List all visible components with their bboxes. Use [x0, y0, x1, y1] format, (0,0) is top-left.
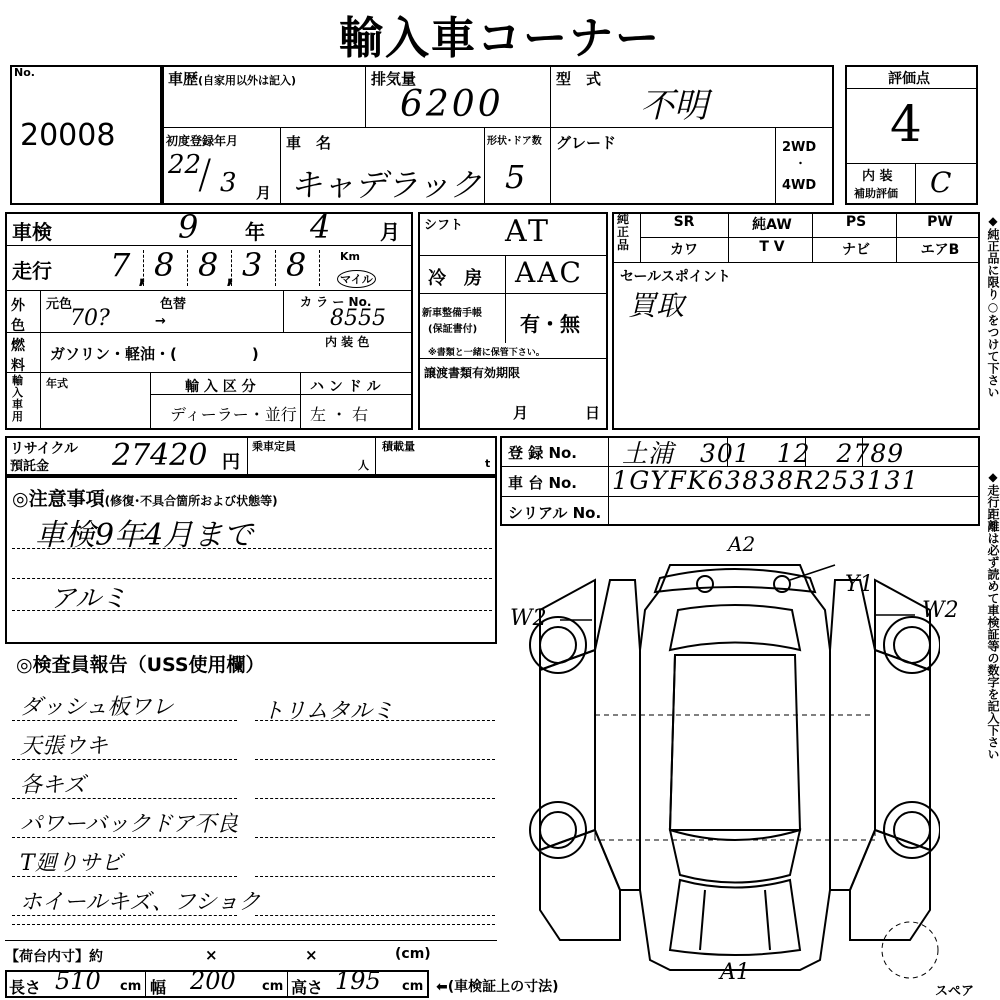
recycle-value: 27420	[112, 438, 208, 473]
cargo-unit: (cm)	[395, 946, 431, 962]
interior-label: 内 装	[862, 169, 893, 184]
chassis-value: 1GYFK63838R253131	[612, 466, 920, 495]
inspector-right-1: トリムタルミ	[262, 699, 395, 724]
mileage-digit: 3	[242, 246, 263, 284]
capacity-label: 乗車定員	[252, 440, 296, 453]
dims-height-label: 高さ	[291, 978, 324, 997]
mileage-digit-cell	[144, 246, 188, 286]
chassis-label: 車 台 No.	[508, 474, 578, 492]
registration-value: 土浦 301 12 2789	[622, 439, 905, 468]
model-value: 不明	[640, 86, 708, 126]
doors-label: 形状･ドア数	[487, 136, 542, 147]
recycle-box	[5, 436, 497, 476]
inspector-rule	[255, 915, 495, 916]
inspector-rule	[255, 798, 495, 799]
shift-label: シフト	[424, 218, 464, 233]
inspector-note: 各キズ	[20, 773, 86, 798]
equip-item: PW	[927, 214, 953, 230]
inspection-year-unit: 年	[245, 220, 265, 244]
diagram-mark-a1: A1	[720, 960, 750, 985]
dims-width: 200	[190, 967, 236, 995]
car-name-label: 車 名	[286, 134, 332, 152]
inspector-note: T廻りサビ	[20, 851, 123, 876]
side-note-2: ◆走行距離は必ず読めて車検証等の数字を記入下さい	[986, 470, 1000, 760]
inspector-rule	[255, 837, 495, 838]
first-reg-label: 初度登録年月	[166, 134, 239, 148]
equip-item: 純AW	[752, 217, 792, 233]
dims-length-unit: cm	[120, 979, 142, 994]
history-label: 車歴(自家用以外は記入)	[168, 70, 297, 88]
handle-value: 左 ・ 右	[310, 405, 369, 424]
color-change-label: 色替	[160, 297, 187, 312]
inspection-label: 車検	[12, 220, 52, 244]
dims-height-unit: cm	[402, 979, 424, 994]
drive-2wd: 2WD	[782, 140, 817, 155]
import-year-label: 年式	[46, 377, 68, 390]
service-book-label2: (保証書付)	[428, 324, 478, 335]
service-book-value: 有・無	[520, 312, 580, 336]
diagram-spare-label: スペア	[935, 984, 975, 999]
doors-value: 5	[505, 158, 526, 196]
equip-item: PS	[845, 214, 867, 230]
first-reg-month-unit: 月	[256, 184, 272, 202]
mileage-digit-cell	[232, 246, 276, 286]
mileage-digit-cell	[276, 246, 320, 286]
inspector-note: パワーバックドア不良	[20, 812, 239, 837]
dims-note: ⬅(車検証上の寸法)	[436, 979, 559, 995]
lot-number: 20008	[20, 118, 116, 153]
dims-height: 195	[335, 967, 381, 995]
color-arrow: →	[155, 314, 166, 329]
inspector-rule	[255, 876, 495, 877]
notes-line-1: 車検9年4月まで	[35, 518, 254, 553]
load-unit: t	[485, 457, 491, 470]
color-code-label: カ ラ ー No.	[300, 295, 372, 309]
cargo-label: 【荷台内寸】約	[5, 949, 103, 965]
mileage-unit-mile: マイル	[337, 270, 376, 288]
equip-item: T V	[759, 239, 785, 255]
inspection-month-unit: 月	[380, 220, 400, 244]
inspection-month: 4	[310, 208, 331, 246]
cargo-x2: ×	[305, 946, 318, 964]
handle-label: ハ ン ド ル	[310, 379, 381, 395]
color-orig-label: 元色	[46, 297, 73, 312]
ac-label: 冷 房	[428, 268, 482, 289]
interior-sub: 補助評価	[854, 187, 898, 200]
doc-expiry-day: 日	[585, 404, 601, 422]
mileage-unit-km: Km	[340, 250, 360, 263]
model-label: 型 式	[556, 70, 602, 88]
drive-4wd: 4WD	[782, 178, 817, 193]
capacity-unit: 人	[358, 459, 369, 472]
grade-label: グレード	[556, 134, 617, 152]
import-type-value: ディーラー・並行	[170, 405, 297, 424]
inspector-rule	[12, 924, 495, 925]
doc-expiry-label: 譲渡書類有効期限	[424, 366, 521, 380]
inspector-note: 天張ウキ	[20, 734, 109, 759]
sales-point-value: 買取	[628, 289, 685, 322]
import-type-label: 輸 入 区 分	[185, 379, 256, 395]
inspector-note: ダッシュ板ワレ	[20, 695, 174, 720]
color-orig-value: 70?	[70, 306, 110, 331]
service-book-note: ※書類と一緒に保管下さい。	[428, 348, 545, 358]
sales-point-label: セールスポイント	[620, 269, 731, 285]
fuel-value: ガソリン・軽油・( )	[50, 345, 259, 363]
car-diagram	[500, 530, 940, 985]
displacement-value: 6200	[400, 84, 504, 125]
recycle-unit: 円	[222, 452, 240, 473]
import-side-label: 輸入車用	[12, 374, 23, 423]
equip-item: ナビ	[842, 242, 870, 258]
inspection-year: 9	[178, 208, 199, 246]
diagram-mark-y1: Y1	[845, 572, 874, 597]
recycle-label1: リサイクル	[10, 441, 79, 457]
mileage-digit: 8	[198, 246, 219, 284]
first-reg-slash: /	[198, 152, 212, 198]
color-code-value: 8555	[330, 306, 386, 331]
grade-label: 評価点	[888, 71, 930, 87]
mileage-comma: ,	[138, 264, 147, 289]
color-side-label: 外色	[11, 298, 25, 334]
drive-dot: ・	[795, 157, 806, 170]
first-reg-month: 3	[220, 168, 237, 198]
cargo-x1: ×	[205, 946, 218, 964]
load-label: 積載量	[382, 440, 415, 453]
inspector-note: ホイールキズ、フショク	[20, 890, 261, 915]
dims-length: 510	[55, 967, 101, 995]
car-name-value: キャデラック	[290, 166, 482, 204]
ac-value: AAC	[515, 256, 583, 289]
inspector-rule	[255, 759, 495, 760]
mileage-digit: 8	[286, 246, 307, 284]
first-reg-year: 22	[168, 150, 202, 180]
serial-label: シリアル No.	[508, 504, 602, 522]
doc-expiry-month: 月	[513, 404, 529, 422]
equip-item: エアB	[920, 242, 960, 258]
diagram-mark-w2-left: W2	[510, 606, 547, 631]
grade-value: 4	[890, 95, 922, 153]
fuel-interior-color-label: 内 装 色	[325, 335, 370, 349]
dims-length-label: 長さ	[9, 978, 42, 997]
shift-value: AT	[505, 214, 552, 249]
registration-label: 登 録 No.	[508, 444, 578, 462]
notes-title: ◎注意事項(修復･不具合箇所および状態等)	[12, 488, 278, 510]
side-note-1: ◆純正品に限り○をつけて下さい	[986, 214, 1000, 398]
lot-no-label: No.	[14, 66, 35, 79]
mileage-digit: 7	[110, 246, 131, 284]
inspector-title: ◎検査員報告（USS使用欄）	[16, 654, 265, 676]
diagram-mark-a2: A2	[728, 532, 756, 556]
equip-label: 純正品	[617, 212, 630, 252]
equip-item: カワ	[670, 242, 698, 258]
dims-width-label: 幅	[150, 978, 167, 997]
dims-width-unit: cm	[262, 979, 284, 994]
displacement-label: 排気量	[371, 70, 417, 88]
diagram-mark-w2-right: W2	[922, 598, 959, 623]
mileage-comma: ,	[226, 264, 235, 289]
recycle-label2: 預託金	[10, 459, 50, 474]
interior-value: C	[930, 166, 952, 199]
mileage-digit: 8	[154, 246, 175, 284]
page-title: 輸入車コーナー	[339, 13, 661, 64]
fuel-label: 燃料	[11, 338, 25, 374]
notes-line-2: アルミ	[50, 584, 127, 614]
equip-item: SR	[673, 214, 695, 230]
service-book-label1: 新車整備手帳	[422, 308, 482, 319]
mileage-label: 走行	[12, 259, 52, 283]
